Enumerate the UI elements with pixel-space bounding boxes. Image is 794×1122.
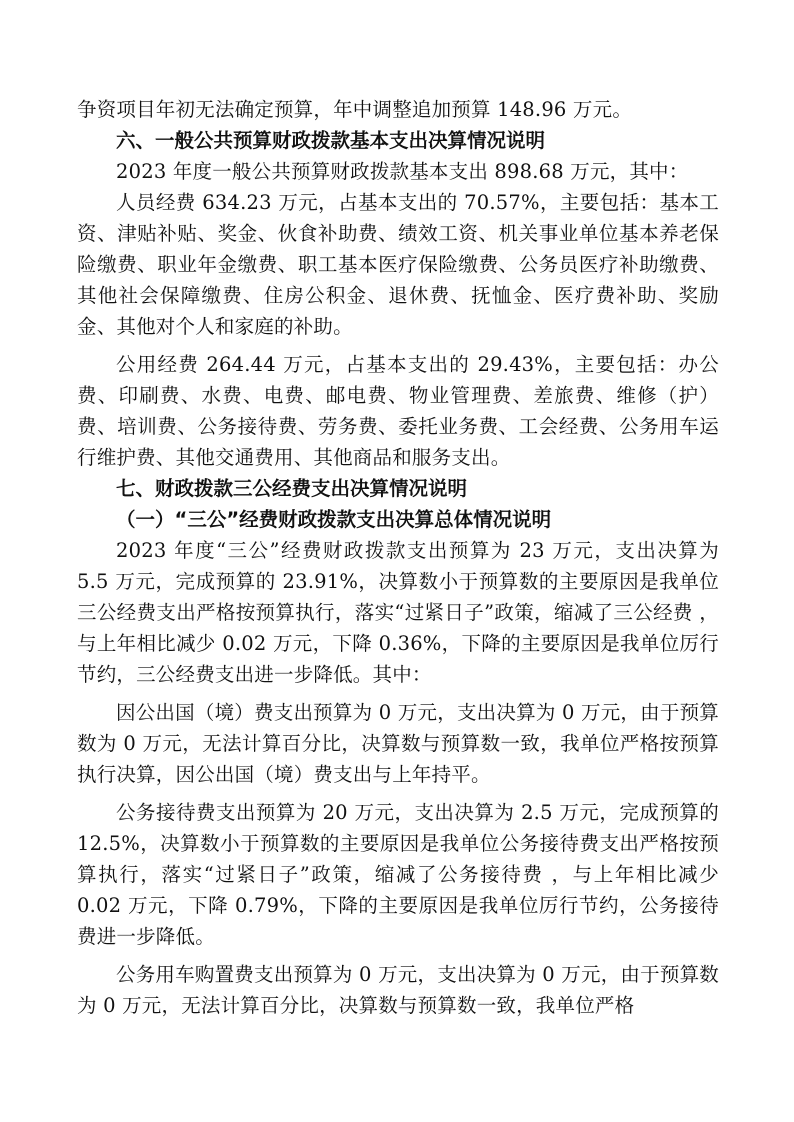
paragraph-overseas-travel: 因公出国（境）费支出预算为 0 万元，支出决算为 0 万元，由于预算数为 0 万元，无法计算百分比，决算数与预算数一致，我单位严格按预算执行决算，因公出国（境）费支出与上年持平。	[77, 701, 719, 786]
paragraph-official-reception: 公务接待费支出预算为 20 万元，支出决算为 2.5 万元，完成预算的 12.5%，决算数小于预算数的主要原因是我单位公务接待费支出严格按预算执行，落实“过紧日子”政策，缩减了公务接待费 ，与上年相比减少 0.02 万元，下降 0.79%，下降的主要原因是我单位厉行节约，公务接待费进一步降低。	[77, 801, 719, 948]
paragraph-vehicle-purchase: 公务用车购置费支出预算为 0 万元，支出决算为 0 万元，由于预算数为 0 万元，无法计算百分比，决算数与预算数一致，我单位严格	[77, 963, 719, 1017]
subsection-heading-7-1: （一）“三公”经费财政拨款支出决算总体情况说明	[116, 508, 552, 531]
paragraph-three-public-overview: 2023 年度“三公”经费财政拨款支出预算为 23 万元，支出决算为 5.5 万元，完成预算的 23.91%，决算数小于预算数的主要原因是我单位三公经费支出严格按预算执行，落实“过紧日子”政策，缩减了三公经费 ，与上年相比减少 0.02 万元，下降 0.36%，下降的主要原因是我单位厉行节约，三公经费支出进一步降低。其中：	[77, 539, 719, 686]
paragraph-public-expenses: 公用经费 264.44 万元，占基本支出的 29.43%，主要包括：办公费、印刷费、水费、电费、邮电费、物业管理费、差旅费、维修（护）费、培训费、公务接待费、劳务费、委托业务费、工会经费、公务用车运行维护费、其他交通费用、其他商品和服务支出。	[77, 353, 719, 469]
paragraph-basic-expenditure: 2023 年度一般公共预算财政拨款基本支出 898.68 万元，其中：	[116, 160, 689, 183]
paragraph-personnel-expenses: 人员经费 634.23 万元，占基本支出的 70.57%，主要包括：基本工资、津贴补贴、奖金、伙食补助费、绩效工资、机关事业单位基本养老保险缴费、职业年金缴费、职工基本医疗保险缴费、公务员医疗补助缴费、其他社会保障缴费、住房公积金、退休费、抚恤金、医疗费补助、奖励金、其他对个人和家庭的补助。	[77, 191, 719, 338]
section-heading-7: 七、财政拨款三公经费支出决算情况说明	[116, 477, 468, 500]
paragraph-continuation: 争资项目年初无法确定预算，年中调整追加预算 148.96 万元。	[77, 98, 633, 121]
document-body	[77, 94, 719, 1021]
section-heading-6: 六、一般公共预算财政拨款基本支出决算情况说明	[116, 129, 546, 152]
